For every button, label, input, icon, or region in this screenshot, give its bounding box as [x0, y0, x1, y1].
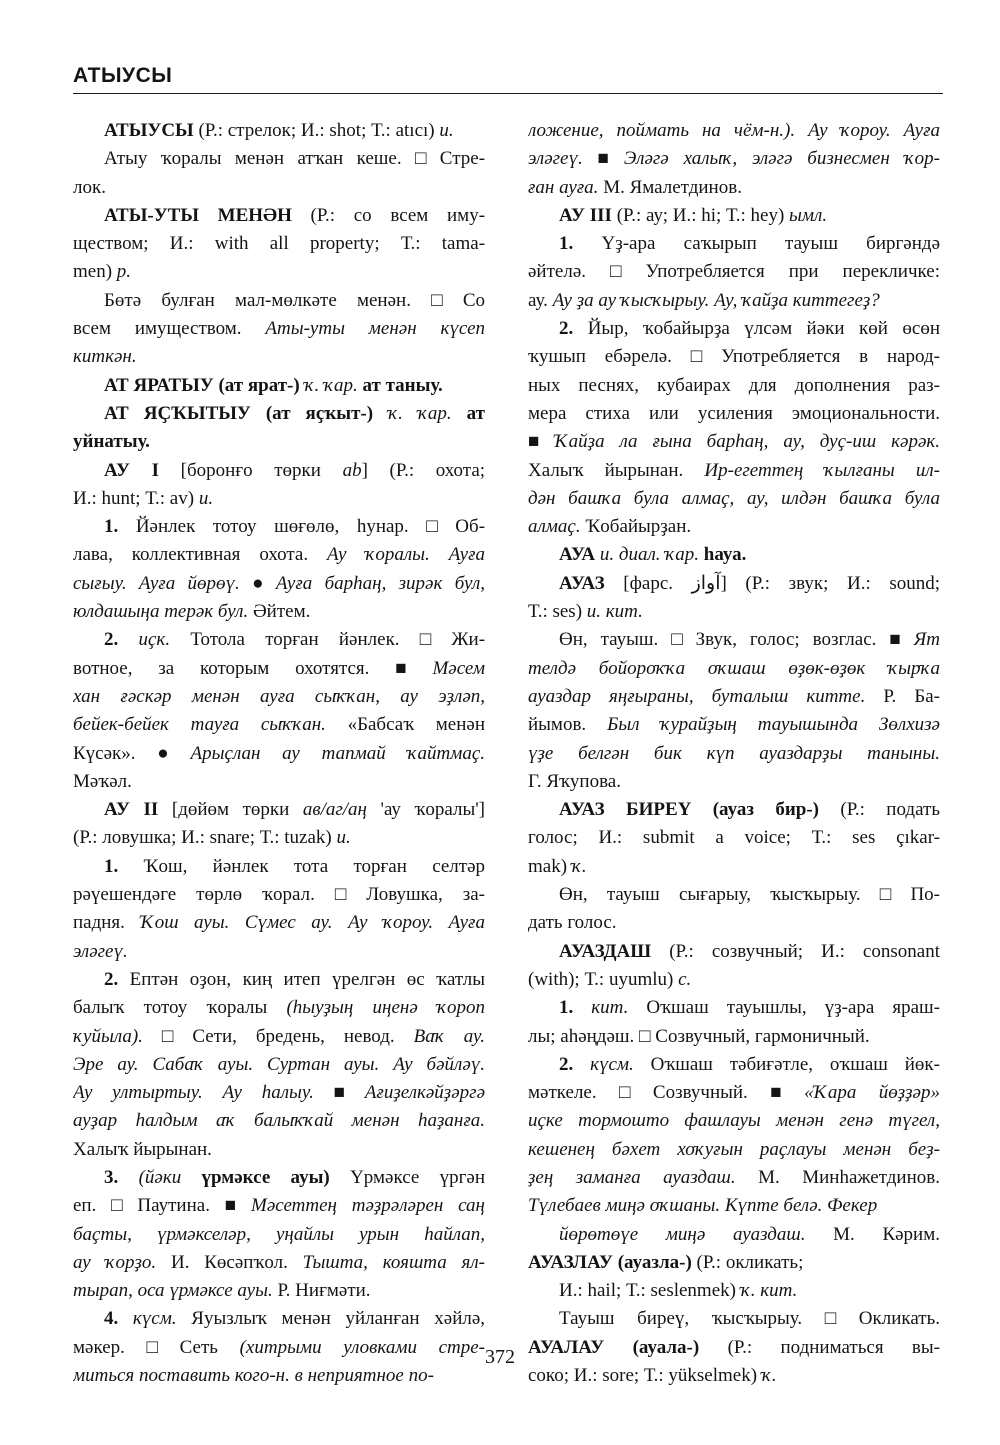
text-line: [528, 117, 940, 145]
text-run: с.: [678, 968, 692, 990]
text-run: соко; И.: sore; Т.: yükselmek): [528, 1365, 762, 1387]
text-run: лава, коллективная охота.: [73, 544, 328, 566]
text-line: [73, 428, 485, 456]
text-run: Р. Ба-: [865, 685, 940, 707]
text-run: и. кит.: [586, 601, 643, 623]
text-line: [528, 1107, 940, 1135]
text-line: [73, 740, 485, 768]
text-run: Ир-егеттең ҡылғаны ил-: [704, 459, 940, 481]
text-line: [528, 598, 940, 626]
text-run: И.: hail; Т.: seslenmek): [559, 1280, 741, 1302]
text-run: Г. Яҡупова.: [528, 770, 621, 792]
text-run: men): [73, 261, 117, 283]
text-line: [73, 1277, 485, 1305]
text-run: и. диал. ҡар.: [599, 544, 700, 566]
text-run: [дөйөм төрки: [158, 799, 303, 821]
text-line: [528, 485, 940, 513]
text-line: [73, 598, 485, 626]
text-run: (хитрыми уловками стре-: [239, 1336, 485, 1358]
text-run: ■: [313, 1082, 365, 1104]
text-line: [73, 457, 485, 485]
text-run: лы; аһәңдәш. □ Созвучный, гармоничный.: [528, 1025, 870, 1047]
text-run: мәкер. □ Сеть: [73, 1336, 240, 1358]
text-run: кешенең бәхет хоҡуғын раҫлауы менән беҙ-: [528, 1138, 940, 1160]
text-run: Бөтә булған мал-мөлкәте менән. □ Со: [104, 289, 485, 311]
text-run: ab: [342, 459, 362, 481]
text-run: ҡ. ҡар.: [388, 402, 452, 424]
text-run: 2.: [559, 318, 574, 340]
text-run: йөрөтөүе миңә ауаздаш.: [559, 1223, 806, 1245]
text-run: [181, 1167, 201, 1188]
text-line: [73, 1023, 485, 1051]
text-line: [528, 824, 940, 852]
text-line: [73, 938, 485, 966]
text-run: Арыҫлан ау тапмай ҡайтмаҫ.: [190, 742, 485, 764]
text-run: ] (Р.: охота;: [361, 459, 485, 481]
text-run: ат: [466, 402, 485, 424]
text-run: Р. Ниғмәти.: [272, 1280, 371, 1302]
text-line: [528, 740, 940, 768]
text-run: М. Минһажетдинов.: [735, 1166, 940, 1188]
text-run: уйнатыу.: [73, 431, 150, 453]
text-line: [73, 513, 485, 541]
text-line: [73, 1221, 485, 1249]
text-run: Аты-уты менән күсеп: [265, 318, 485, 340]
text-run: Ҡош ауы. Сүмес ау. Ау ҡороу. Ауға: [140, 912, 485, 934]
text-line: [528, 1305, 940, 1333]
text-line: [528, 768, 940, 796]
left-column: [73, 117, 485, 1390]
text-run: Йыр, ҡобайырҙа үлсәм йәки көй өсөн: [573, 318, 940, 340]
text-run: (Р.: подать: [819, 799, 940, 821]
text-line: [528, 258, 940, 286]
text-line: [528, 541, 940, 569]
text-line: [73, 853, 485, 881]
text-line: [528, 1023, 940, 1051]
running-head: АТЫУСЫ: [73, 64, 173, 87]
text-run: Үрмәксе үргән: [329, 1166, 485, 1188]
text-line: [528, 1249, 940, 1277]
text-run: йымов.: [528, 714, 608, 736]
text-line: [73, 1079, 485, 1107]
text-line: [73, 145, 485, 173]
text-run: «Бабсаҡ менән: [325, 714, 485, 736]
text-run: (Р.: подниматься вы-: [699, 1336, 940, 1358]
text-run: рәүешендәге төрлө ҡорал. □ Ловушка, за-: [73, 884, 485, 906]
text-line: [528, 796, 940, 824]
text-run: (Р.: окликать;: [691, 1251, 804, 1273]
text-run: 1.: [104, 516, 119, 538]
text-line: [73, 230, 485, 258]
text-line: [73, 117, 485, 145]
text-run: ҡ.: [761, 1365, 777, 1387]
text-line: [528, 994, 940, 1022]
text-run: 3.: [104, 1166, 119, 1188]
text-run: голос; И.: submit a voice; Т.: ses çıkar-: [528, 827, 940, 849]
text-run: ау.: [528, 289, 553, 311]
text-line: [528, 853, 940, 881]
text-run: Атыу ҡоралы менән атҡан кеше. □ Стре-: [104, 148, 485, 170]
text-run: Әйтем.: [248, 601, 311, 623]
text-run: Өн, тауыш сығарыу, ҡысҡырыу. □ По-: [559, 884, 940, 906]
text-line: [73, 683, 485, 711]
text-run: ■: [582, 148, 624, 170]
text-run: Ҡош, йәнлек тота торған селтәр: [118, 855, 485, 877]
text-line: [528, 683, 940, 711]
text-line: [73, 1051, 485, 1079]
text-run: Ептән оҙон, киң итеп үрелгән өс ҡатлы: [118, 968, 485, 990]
text-run: [573, 1054, 590, 1075]
text-line: [528, 655, 940, 683]
text-line: [73, 1305, 485, 1333]
text-run: Оҡшаш тауышлы, үҙ-ара яраш-: [628, 997, 940, 1019]
text-run: всем имуществом.: [73, 318, 266, 340]
text-run: Ау ҡоралы. Ауға: [327, 544, 485, 566]
text-run: Үҙ-ара саҡырып тауыш биргәндә: [573, 233, 940, 255]
text-line: [528, 343, 940, 371]
text-run: иҫк.: [138, 629, 171, 651]
text-run: (Р.: ау; И.: hi; Т.: hey): [611, 204, 790, 226]
text-run: миться поставить кого-н. в неприятное по-: [73, 1365, 434, 1387]
text-run: (Р.: созвучный; И.: consonant: [651, 940, 940, 962]
text-run: Яуызлыҡ менән уйланған хәйлә,: [176, 1308, 485, 1330]
text-run: (Р.: ловушка; И.: snare; Т.: tuzak): [73, 827, 337, 849]
text-run: үрмәксе ауы): [201, 1166, 330, 1188]
text-run: ҙең заманға ауаздаш.: [528, 1166, 736, 1188]
text-run: ҡ. кит.: [740, 1280, 798, 1302]
text-run: Был ҡурайҙың тауышында Зөлхизә: [607, 714, 940, 736]
text-line: [528, 1051, 940, 1079]
text-line: [528, 1164, 940, 1192]
text-line: [73, 796, 485, 824]
text-line: [73, 570, 485, 598]
text-line: [73, 1192, 485, 1220]
text-run: баҫты, үрмәкселәр, уңайлы урын һайлап,: [73, 1223, 485, 1245]
text-run: [373, 403, 388, 424]
text-run: тырап, оса үрмәксе ауы.: [73, 1280, 273, 1302]
text-run: Ҡайҙа ла ғына барһаң, ау, дуҫ-иш кәрәк.: [554, 431, 940, 453]
text-run: (һыуҙың иңенә ҡороп: [286, 997, 485, 1019]
text-line: [528, 1277, 940, 1305]
text-run: 1.: [559, 997, 574, 1019]
text-run: ных песнях, кубаирах для дополнения раз-: [528, 374, 940, 396]
text-run: ымл.: [789, 204, 828, 226]
text-line: [73, 202, 485, 230]
text-run: mak): [528, 855, 572, 877]
text-run: әйтелә. □ Употребляется при перекличке:: [528, 261, 940, 283]
text-run: ложение, поймать на чём-н.). Ау ҡороу. Ауға: [528, 120, 940, 141]
text-run: 1.: [559, 233, 574, 255]
text-run: АТЫУСЫ: [104, 120, 194, 141]
text-run: □ Сети, бредень, невод.: [142, 1025, 414, 1047]
text-run: 'ау ҡоралы']: [367, 799, 485, 821]
text-run: АУ I: [104, 459, 160, 481]
text-run: ҡ. ҡар.: [304, 374, 358, 396]
text-run: Күсәк». ●: [73, 742, 191, 764]
text-run: хан ғәскәр менән ауға сыҡҡан, ау эҙләп,: [73, 685, 485, 707]
text-run: ҡуйыла).: [73, 1025, 143, 1047]
text-run: мера стиха или усиления эмоциональности.: [528, 402, 940, 424]
text-run: (йәки: [138, 1166, 182, 1188]
text-run: Ят: [913, 629, 940, 651]
text-run: алмаҫ.: [528, 516, 581, 538]
text-run: и.: [439, 120, 454, 141]
text-line: [528, 202, 940, 230]
text-run: [боронғо төрки: [159, 459, 343, 481]
text-run: (Р.: стрелок; И.: shot; Т.: atıcı): [193, 120, 440, 141]
text-line: [528, 230, 940, 258]
text-run: р.: [116, 261, 132, 283]
text-run: күсм.: [132, 1308, 177, 1330]
text-line: [528, 966, 940, 994]
text-run: юлдашыңа терәк бул.: [73, 601, 249, 623]
text-line: [73, 1164, 485, 1192]
text-line: [528, 570, 940, 598]
text-run: эләгеү.: [528, 148, 583, 170]
text-run: АУАЛАУ (ауала-): [528, 1336, 700, 1358]
text-run: вотное, за которым охотятся. ■: [73, 657, 433, 679]
text-line: [73, 768, 485, 796]
text-run: падня.: [73, 912, 141, 934]
text-run: [452, 403, 467, 424]
text-run: еп. □ Паутина. ■: [73, 1195, 252, 1217]
text-run: [573, 997, 591, 1018]
text-run: кит.: [591, 997, 629, 1019]
text-line: [528, 513, 940, 541]
text-run: И. Көсәпҡол.: [156, 1251, 303, 1273]
text-line: [528, 626, 940, 654]
text-run: АТЫ-УТЫ МЕНӘН: [104, 204, 292, 226]
text-run: Ау ҙа ау ҡысҡырыу. Ау, ҡайҙа киттегеҙ?: [552, 289, 880, 311]
text-run: һауа.: [703, 544, 747, 566]
text-line: [73, 485, 485, 513]
text-run: М. Ямалетдинов.: [598, 176, 742, 198]
text-run: «Ҡара йөҙҙәр»: [804, 1082, 940, 1104]
text-run: ■: [528, 431, 555, 453]
text-run: бейек-бейек тауға сыҡҡан.: [73, 714, 326, 736]
text-line: [73, 343, 485, 371]
text-run: и.: [198, 487, 214, 509]
text-line: [73, 541, 485, 569]
text-line: [73, 1107, 485, 1135]
text-run: [118, 1308, 133, 1329]
text-run: ауҙар һалдым аҡ балыҡҡай менән һаҙанға.: [73, 1110, 485, 1132]
text-run: Тышта, кояшта ял-: [302, 1251, 485, 1273]
text-run: Ағиҙелкәйҙәргә: [364, 1082, 485, 1104]
text-run: И.: hunt; Т.: av): [73, 487, 199, 509]
text-run: Өн, тауыш. □ Звук, голос; возглас. ■: [559, 629, 914, 651]
text-run: ауаздар яңғыраны, буталыш китте.: [528, 685, 866, 707]
text-run: и.: [336, 827, 351, 849]
text-run: АУ II: [104, 799, 159, 821]
text-run: ат таныу.: [362, 374, 443, 396]
text-line: [73, 711, 485, 739]
text-run: М. Кәрим.: [805, 1223, 940, 1245]
text-line: [528, 400, 940, 428]
text-run: балыҡ тотоу ҡоралы: [73, 997, 287, 1019]
text-run: 2.: [104, 968, 119, 990]
text-line: [73, 287, 485, 315]
page-number: 372: [485, 1346, 515, 1368]
text-line: [528, 428, 940, 456]
text-run: АУА: [559, 544, 596, 566]
text-run: АТ ЯРАТЫУ (ат ярат-): [104, 374, 300, 396]
text-line: [528, 1192, 940, 1220]
text-run: эләгеү.: [73, 940, 128, 962]
text-line: [528, 881, 940, 909]
right-column: [528, 117, 940, 1390]
text-run: 4.: [104, 1308, 119, 1330]
text-line: [73, 966, 485, 994]
text-run: АУАЗЛАУ (ауазла-): [528, 1251, 692, 1273]
text-run: Халыҡ йырынан.: [73, 1138, 212, 1160]
text-run: Ау ултыртыу. Ау һалыу.: [73, 1082, 314, 1104]
text-line: [73, 1136, 485, 1164]
text-run: ҡушып ебәрелә. □ Употребляется в народ-: [528, 346, 940, 368]
text-run: ҡ.: [571, 855, 587, 877]
text-run: [118, 1167, 138, 1188]
text-run: АУАЗ: [559, 572, 605, 594]
text-run: Халыҡ йырынан.: [528, 459, 705, 481]
text-run: Мәсем: [432, 657, 485, 679]
text-run: (Р.: со всем иму-: [291, 204, 485, 226]
text-line: [73, 400, 485, 428]
text-line: [528, 711, 940, 739]
text-line: [528, 145, 940, 173]
text-run: сығыу. Ауға йөрөү. ● Ауға барһаң, зирәк бул,: [73, 572, 485, 594]
text-run: Түлебаев миңә оҡшаны. Күпте белә. Фекер: [528, 1195, 878, 1217]
text-run: Эре ау. Сабаҡ ауы. Суртан ауы. Ау бәйләү.: [73, 1053, 485, 1075]
text-line: [528, 457, 940, 485]
text-line: [528, 372, 940, 400]
text-run: 2.: [104, 629, 119, 651]
text-run: АУ III: [559, 204, 612, 226]
text-line: [73, 824, 485, 852]
text-line: [73, 258, 485, 286]
text-line: [73, 655, 485, 683]
text-run: күсм.: [590, 1053, 634, 1075]
text-run: АТ ЯҪҠЫТЫУ (ат яҫҡыт-): [104, 402, 374, 424]
text-run: АУАЗДАШ: [559, 940, 652, 962]
text-run: Т.: ses): [528, 601, 587, 623]
text-line: [528, 938, 940, 966]
text-run: 2.: [559, 1053, 574, 1075]
text-run: Тауыш биреү, ҡысҡырыу. □ Окликать.: [559, 1308, 940, 1330]
text-run: (with); Т.: uyumlu): [528, 968, 679, 990]
text-run: [118, 629, 138, 650]
text-run: АУАЗ БИРЕҮ (ауаз бир-): [559, 799, 820, 821]
text-line: [528, 1136, 940, 1164]
text-line: [528, 1079, 940, 1107]
text-line: [528, 287, 940, 315]
text-run: Ваҡ ау.: [413, 1025, 485, 1047]
text-line: [73, 372, 485, 400]
text-run: Мәсеттең тәҙрәләрен саң: [251, 1195, 485, 1217]
text-run: [фарс. آواز] (Р.: звук; И.: sound;: [604, 572, 940, 594]
text-run: Ҡобайырҙан.: [580, 516, 692, 538]
text-line: [73, 909, 485, 937]
text-line: [73, 994, 485, 1022]
text-run: дать голос.: [528, 912, 617, 934]
text-line: [73, 174, 485, 202]
text-run: ған ауға.: [528, 176, 599, 198]
text-run: ав/аг/аң: [302, 799, 367, 821]
text-run: мәткеле. □ Созвучный. ■: [528, 1082, 805, 1104]
text-run: Эләгә халыҡ, эләгә бизнесмен ҡор-: [623, 148, 940, 170]
text-line: [528, 1221, 940, 1249]
text-run: иҫке тормошто фашлауы менән генә түгел,: [528, 1110, 940, 1132]
text-run: Оҡшаш тәбиғәтле, оҡшаш йөк-: [633, 1053, 940, 1075]
text-line: [528, 315, 940, 343]
text-line: [73, 881, 485, 909]
text-run: 1.: [104, 855, 119, 877]
text-run: Мәҡәл.: [73, 770, 132, 792]
text-line: [73, 626, 485, 654]
text-run: лок.: [73, 176, 106, 198]
text-line: [528, 909, 940, 937]
header-rule: [73, 93, 943, 94]
text-run: Тотола торған йәнлек. □ Жи-: [170, 629, 485, 651]
text-run: киткән.: [73, 346, 137, 368]
text-run: телдә бойороҡҡа оҡшаш өҙөк-өҙөк ҡырҡа: [528, 657, 940, 679]
text-run: дән башҡа була алмаҫ, ау, илдән башҡа була: [528, 487, 940, 509]
text-run: ществом; И.: with all property; Т.: tama-: [73, 233, 485, 255]
text-run: Йәнлек тотоу шөғөлө, һунар. □ Об-: [118, 516, 485, 538]
text-run: үҙе белгән бик күп ауаздарҙы таныны.: [528, 742, 940, 764]
text-line: [73, 1249, 485, 1277]
text-line: [73, 315, 485, 343]
text-run: ау ҡорҙо.: [73, 1251, 157, 1273]
text-line: [528, 174, 940, 202]
